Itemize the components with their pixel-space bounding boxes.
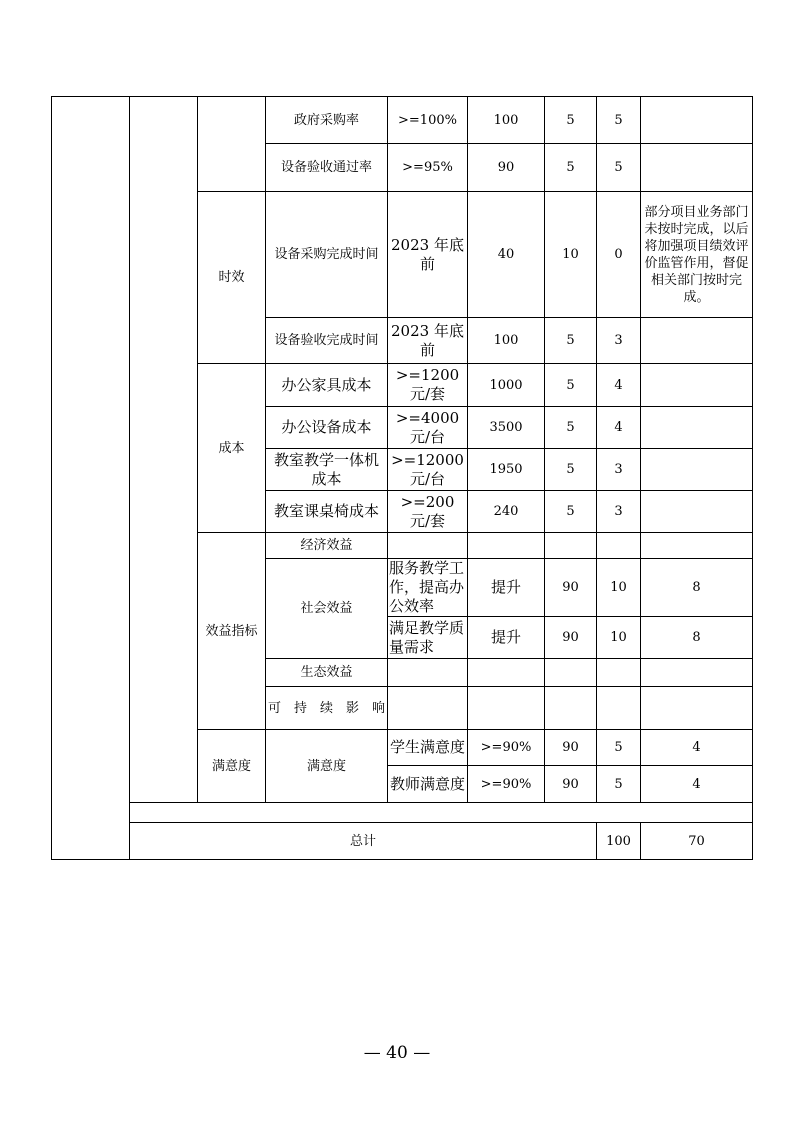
- performance-table: [51, 96, 753, 860]
- note-cell: [641, 364, 753, 407]
- economic-benefit-label: 经济效益: [266, 533, 388, 559]
- indicator-name: [388, 533, 468, 559]
- level1-blank-cell: [52, 97, 130, 860]
- score-value: 4: [597, 407, 641, 449]
- indicator-name: 设备验收通过率: [266, 144, 388, 192]
- score-value: [641, 687, 753, 730]
- target-value: >=90%: [468, 730, 545, 766]
- target-value: >=1200 元/套: [388, 364, 468, 407]
- target-value: 提升: [468, 559, 545, 617]
- ecological-benefit-label: 生态效益: [266, 659, 388, 687]
- score-value: [641, 533, 753, 559]
- total-row: [52, 823, 753, 860]
- indicator-name: 办公家具成本: [266, 364, 388, 407]
- target-value: >=100%: [388, 97, 468, 144]
- weight-value: [597, 687, 641, 730]
- sustainable-impact-label: 可持续影响: [266, 687, 388, 730]
- note-cell: [641, 97, 753, 144]
- total-label: 总计: [130, 823, 597, 860]
- actual-value: 3500: [468, 407, 545, 449]
- target-value: 2023 年底前: [388, 192, 468, 318]
- actual-value: [545, 533, 597, 559]
- actual-value: 1950: [468, 449, 545, 491]
- page-number: — 40 —: [363, 1043, 431, 1063]
- weight-value: [597, 659, 641, 687]
- weight-value: 10: [597, 617, 641, 659]
- weight-value: 5: [545, 144, 597, 192]
- target-value: [468, 659, 545, 687]
- indicator-name: 办公设备成本: [266, 407, 388, 449]
- actual-value: 90: [545, 559, 597, 617]
- benefit-group-label: 效益指标: [198, 533, 266, 730]
- weight-value: 5: [545, 318, 597, 364]
- indicator-name: 教室教学一体机成本: [266, 449, 388, 491]
- target-value: >=4000 元/台: [388, 407, 468, 449]
- score-value: 3: [597, 449, 641, 491]
- score-value: 3: [597, 318, 641, 364]
- actual-value: [545, 659, 597, 687]
- target-value: >=12000 元/台: [388, 449, 468, 491]
- weight-value: 10: [597, 559, 641, 617]
- actual-value: 90: [545, 766, 597, 803]
- target-value: [468, 533, 545, 559]
- indicator-name: 服务教学工作，提高办公效率: [388, 559, 468, 617]
- weight-value: 5: [545, 97, 597, 144]
- level1-sub-blank-cell: [130, 97, 198, 803]
- actual-value: 40: [468, 192, 545, 318]
- indicator-name: 设备验收完成时间: [266, 318, 388, 364]
- indicator-name: [388, 659, 468, 687]
- total-score: 70: [641, 823, 753, 860]
- cost-group-label: 成本: [198, 364, 266, 533]
- score-value: 5: [597, 144, 641, 192]
- target-value: >=95%: [388, 144, 468, 192]
- score-value: 4: [597, 364, 641, 407]
- target-value: >=90%: [468, 766, 545, 803]
- actual-value: [545, 687, 597, 730]
- weight-value: 5: [545, 407, 597, 449]
- note-cell: [641, 318, 753, 364]
- target-value: [468, 687, 545, 730]
- target-value: 2023 年底前: [388, 318, 468, 364]
- blank-row-cell: [130, 803, 753, 823]
- indicator-name: [388, 687, 468, 730]
- actual-value: 90: [468, 144, 545, 192]
- weight-value: 5: [545, 449, 597, 491]
- score-value: [641, 659, 753, 687]
- weight-value: [597, 533, 641, 559]
- target-value: 提升: [468, 617, 545, 659]
- note-cell: [641, 407, 753, 449]
- timeliness-group-label: 时效: [198, 192, 266, 364]
- target-value: >=200 元/套: [388, 491, 468, 533]
- indicator-name: 满足教学质量需求: [388, 617, 468, 659]
- weight-value: 10: [545, 192, 597, 318]
- social-benefit-label: 社会效益: [266, 559, 388, 659]
- satisfaction-primary-label: 满意度: [198, 730, 266, 803]
- score-value: 5: [597, 97, 641, 144]
- indicator-name: 教室课桌椅成本: [266, 491, 388, 533]
- actual-value: 100: [468, 97, 545, 144]
- actual-value: 90: [545, 730, 597, 766]
- weight-value: 5: [545, 364, 597, 407]
- note-cell: [641, 491, 753, 533]
- note-cell: 部分项目业务部门未按时完成，以后将加强项目绩效评价监管作用，督促相关部门按时完成。: [641, 192, 753, 318]
- weight-value: 5: [597, 766, 641, 803]
- weight-value: 5: [545, 491, 597, 533]
- indicator-name: 设备采购完成时间: [266, 192, 388, 318]
- level2-blank-cell: [198, 97, 266, 192]
- note-cell: [641, 144, 753, 192]
- note-cell: [641, 449, 753, 491]
- table-row: [52, 803, 753, 823]
- score-value: 0: [597, 192, 641, 318]
- score-value: 3: [597, 491, 641, 533]
- score-value: 8: [641, 559, 753, 617]
- weight-value: 5: [597, 730, 641, 766]
- score-value: 8: [641, 617, 753, 659]
- actual-value: 1000: [468, 364, 545, 407]
- indicator-name: 教师满意度: [388, 766, 468, 803]
- score-value: 4: [641, 766, 753, 803]
- indicator-name: 学生满意度: [388, 730, 468, 766]
- score-value: 4: [641, 730, 753, 766]
- satisfaction-secondary-label: 满意度: [266, 730, 388, 803]
- total-weight: 100: [597, 823, 641, 860]
- indicator-name: 政府采购率: [266, 97, 388, 144]
- actual-value: 240: [468, 491, 545, 533]
- actual-value: 100: [468, 318, 545, 364]
- actual-value: 90: [545, 617, 597, 659]
- table-row: [52, 97, 753, 144]
